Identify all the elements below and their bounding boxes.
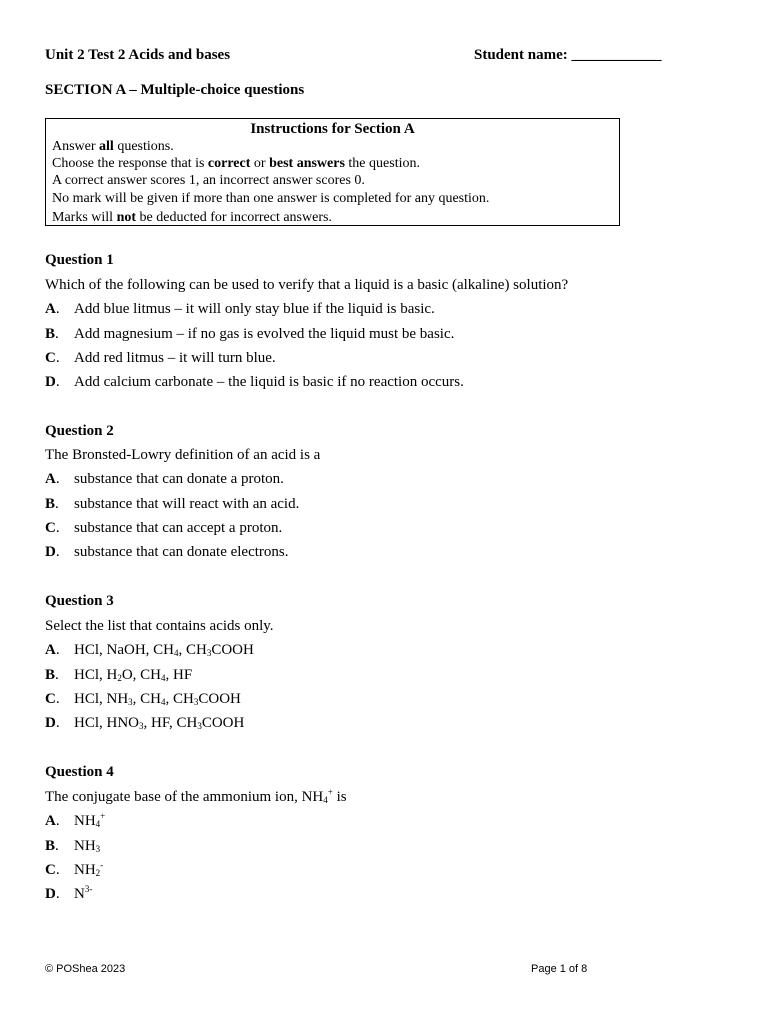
question-1-title: Question 1: [45, 252, 114, 268]
question-2-title: Question 2: [45, 423, 114, 439]
student-name-blank: ____________: [571, 47, 662, 63]
instructions-title: Instructions for Section A: [250, 121, 415, 137]
question-3-option-c[interactable]: C. HCl, $NH_3$, $CH_4$, $CH_3COOH$: [45, 691, 241, 707]
section-title: SECTION A – Multiple-choice questions: [45, 82, 305, 98]
instruction-line-3: A correct answer scores 1, an incorrect answer scores 0.: [52, 173, 365, 188]
question-4-option-c[interactable]: C. $NH_2^-$: [45, 860, 104, 878]
question-1-option-d[interactable]: D. Add calcium carbonate – the liquid is basic if no reaction occurs.: [45, 374, 464, 390]
question-4-stem: The conjugate base of the ammonium ion, $NH_4^+$ is: [45, 787, 347, 805]
question-4-option-d[interactable]: D. $N^{3-}$: [45, 884, 93, 902]
instructions-box: [45, 118, 620, 226]
student-name-text: Student name:: [474, 47, 568, 63]
question-3-option-d[interactable]: D. HCl, $HNO_3$, HF, $CH_3COOH$: [45, 715, 245, 731]
question-3-option-b[interactable]: B. HCl, $H_2O$, $CH_4$, HF: [45, 667, 193, 683]
question-2-stem: The Bronsted-Lowry definition of an acid is a: [45, 447, 321, 463]
question-4-option-a[interactable]: A. $NH_4^+$: [45, 811, 106, 829]
question-2-option-d[interactable]: D. substance that can donate electrons.: [45, 544, 289, 560]
question-3-title: Question 3: [45, 593, 114, 609]
instruction-line-2: Choose the response that is correct or best answers the question.: [52, 156, 420, 171]
question-2-option-c[interactable]: C. substance that can accept a proton.: [45, 520, 283, 536]
question-4-option-b[interactable]: B. $NH_3$: [45, 838, 101, 854]
question-1-stem: Which of the following can be used to verify that a liquid is a basic (alkaline) solution?: [45, 277, 569, 293]
question-3-option-a[interactable]: A. HCl, NaOH, $CH_4$, $CH_3COOH$: [45, 642, 254, 658]
instruction-line-1: Answer all questions.: [52, 139, 174, 154]
student-name-label: [474, 47, 662, 64]
instruction-line-5: Marks will not be deducted for incorrect answers.: [52, 210, 332, 225]
question-2-option-a[interactable]: A. substance that can donate a proton.: [45, 471, 284, 487]
question-1-option-b[interactable]: B. Add magnesium – if no gas is evolved the liquid must be basic.: [45, 326, 455, 342]
footer-copyright: © POShea 2023: [45, 963, 126, 975]
test-title: Unit 2 Test 2 Acids and bases: [45, 47, 231, 63]
question-4-title: Question 4: [45, 764, 114, 780]
question-3-stem: Select the list that contains acids only.: [45, 618, 274, 634]
instruction-line-4: No mark will be given if more than one answer is completed for any question.: [52, 191, 490, 206]
question-1-option-a[interactable]: A. Add blue litmus – it will only stay blue if the liquid is basic.: [45, 301, 435, 317]
question-2-option-b[interactable]: B. substance that will react with an acid.: [45, 496, 300, 512]
footer-page-number: Page 1 of 8: [531, 963, 588, 975]
question-1-option-c[interactable]: C. Add red litmus – it will turn blue.: [45, 350, 276, 366]
